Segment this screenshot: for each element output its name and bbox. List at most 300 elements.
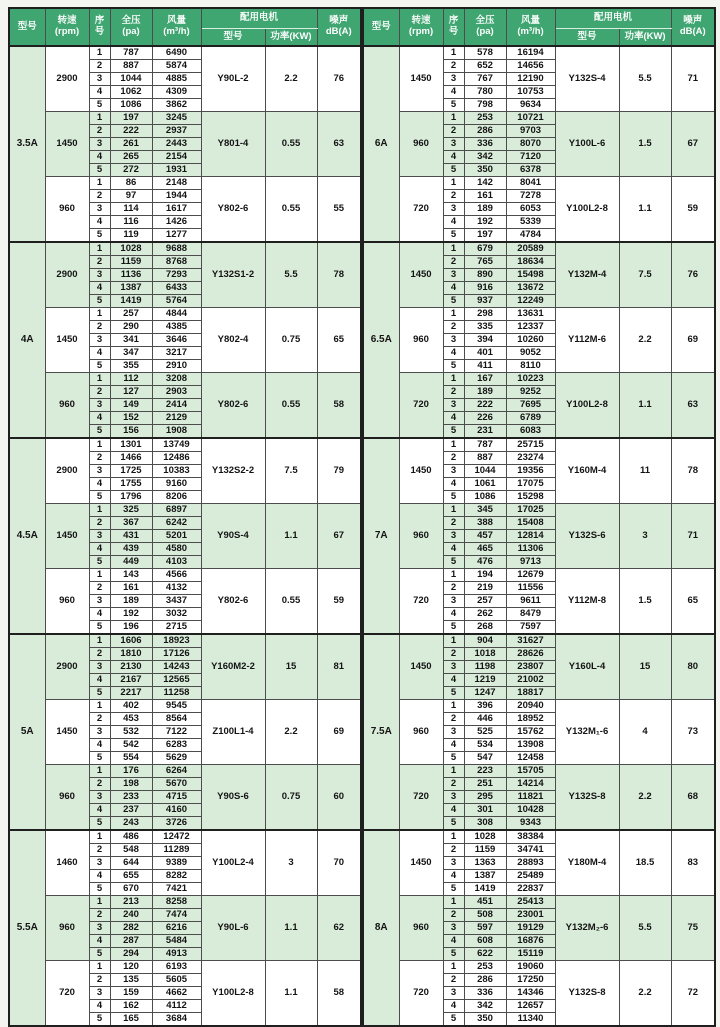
seq-cell: 1 — [89, 242, 110, 256]
table-row — [9, 896, 361, 909]
pressure-cell: 286 — [464, 125, 506, 138]
pressure-cell: 237 — [110, 804, 152, 817]
flow-cell: 28626 — [506, 648, 555, 661]
noise-cell: 65 — [317, 308, 361, 373]
seq-cell: 4 — [89, 870, 110, 883]
seq-cell: 1 — [443, 961, 464, 974]
flow-cell: 12657 — [506, 1000, 555, 1013]
motor-model-cell: Y802-6 — [201, 177, 265, 243]
col-header-flow — [152, 8, 201, 46]
flow-unit: (m³/h) — [517, 26, 544, 37]
pressure-cell: 1387 — [110, 282, 152, 295]
seq-cell: 3 — [89, 791, 110, 804]
rpm-cell: 1450 — [399, 634, 443, 700]
col-header-noise — [317, 8, 361, 46]
flow-cell: 12679 — [506, 569, 555, 582]
seq-cell: 3 — [89, 987, 110, 1000]
seq-cell: 2 — [89, 190, 110, 203]
pressure-cell: 465 — [464, 543, 506, 556]
flow-cell: 22837 — [506, 883, 555, 896]
rpm-cell: 960 — [399, 308, 443, 373]
col-header-model — [9, 8, 45, 46]
flow-cell: 6264 — [152, 765, 201, 778]
flow-cell: 9703 — [506, 125, 555, 138]
seq-cell: 5 — [89, 883, 110, 896]
table-row — [9, 569, 361, 582]
table-row — [9, 634, 361, 648]
flow-cell: 8206 — [152, 491, 201, 504]
flow-cell: 20940 — [506, 700, 555, 713]
motor-model-cell: Y160L-4 — [555, 634, 619, 700]
seq-cell: 4 — [443, 412, 464, 425]
flow-cell: 3684 — [152, 1013, 201, 1027]
noise-cell: 72 — [671, 961, 715, 1027]
flow-cell: 8282 — [152, 870, 201, 883]
seq-cell: 2 — [443, 452, 464, 465]
rpm-cell: 960 — [399, 700, 443, 765]
flow-cell: 21002 — [506, 674, 555, 687]
seq-cell: 4 — [89, 739, 110, 752]
seq-cell: 5 — [89, 99, 110, 112]
motor-power-cell: 5.5 — [619, 896, 671, 961]
flow-cell: 6193 — [152, 961, 201, 974]
motor-power-label: 功率(KW) — [624, 30, 666, 42]
flow-cell: 1277 — [152, 229, 201, 243]
flow-cell: 7278 — [506, 190, 555, 203]
pressure-cell: 86 — [110, 177, 152, 190]
pressure-cell: 439 — [110, 543, 152, 556]
pressure-unit: (pa) — [122, 26, 140, 37]
rpm-cell: 1450 — [399, 438, 443, 504]
speed-label: 转速 — [411, 15, 431, 27]
pressure-cell: 548 — [110, 844, 152, 857]
pressure-cell: 268 — [464, 621, 506, 635]
seq-cell: 1 — [443, 765, 464, 778]
flow-cell: 10383 — [152, 465, 201, 478]
seq-cell: 1 — [443, 634, 464, 648]
flow-cell: 7122 — [152, 726, 201, 739]
flow-cell: 16876 — [506, 935, 555, 948]
rpm-cell: 720 — [399, 569, 443, 635]
seq-cell: 3 — [443, 334, 464, 347]
model-cell: 5.5A — [9, 830, 45, 1026]
noise-cell: 58 — [317, 961, 361, 1027]
motor-model-label: 型号 — [577, 30, 597, 42]
pressure-cell: 644 — [110, 857, 152, 870]
noise-cell: 79 — [317, 438, 361, 504]
seq-cell: 1 — [443, 438, 464, 452]
motor-power-cell: 1.1 — [265, 961, 317, 1027]
pressure-cell: 402 — [110, 700, 152, 713]
seq-cell: 5 — [443, 229, 464, 243]
flow-cell: 4885 — [152, 73, 201, 86]
seq-cell: 3 — [89, 138, 110, 151]
pressure-cell: 127 — [110, 386, 152, 399]
flow-cell: 3032 — [152, 608, 201, 621]
flow-cell: 34741 — [506, 844, 555, 857]
seq-cell: 2 — [443, 386, 464, 399]
motor-power-cell: 2.2 — [619, 765, 671, 831]
flow-cell: 5670 — [152, 778, 201, 791]
seq-cell: 3 — [443, 73, 464, 86]
seq-cell: 4 — [443, 86, 464, 99]
flow-cell: 6216 — [152, 922, 201, 935]
table-row — [363, 308, 715, 321]
seq-cell: 1 — [89, 700, 110, 713]
seq-cell: 4 — [443, 543, 464, 556]
seq-cell: 1 — [443, 112, 464, 125]
flow-cell: 9343 — [506, 817, 555, 831]
motor-model-cell: Y132M-4 — [555, 242, 619, 308]
col-header-motor-group — [555, 8, 671, 29]
seq-cell: 5 — [89, 687, 110, 700]
flow-cell: 10428 — [506, 804, 555, 817]
pressure-cell: 367 — [110, 517, 152, 530]
pressure-cell: 192 — [110, 608, 152, 621]
seq-cell: 4 — [89, 412, 110, 425]
flow-cell: 23001 — [506, 909, 555, 922]
motor-model-cell: Y160M-4 — [555, 438, 619, 504]
flow-cell: 9713 — [506, 556, 555, 569]
rpm-cell: 960 — [45, 569, 89, 635]
flow-cell: 17075 — [506, 478, 555, 491]
pressure-cell: 446 — [464, 713, 506, 726]
flow-cell: 1908 — [152, 425, 201, 439]
motor-power-cell: 1.1 — [265, 504, 317, 569]
flow-cell: 8110 — [506, 360, 555, 373]
model-cell: 5A — [9, 634, 45, 830]
flow-cell: 11556 — [506, 582, 555, 595]
col-header-speed — [399, 8, 443, 46]
flow-cell: 9160 — [152, 478, 201, 491]
flow-cell: 4715 — [152, 791, 201, 804]
seq-cell: 5 — [89, 556, 110, 569]
col-header-seq — [89, 8, 110, 46]
rpm-cell: 1450 — [45, 112, 89, 177]
seq-cell: 1 — [443, 308, 464, 321]
model-cell: 7A — [363, 438, 399, 634]
table-row — [363, 373, 715, 386]
pressure-cell: 1796 — [110, 491, 152, 504]
pressure-cell: 261 — [110, 138, 152, 151]
motor-model-cell: Y160M2-2 — [201, 634, 265, 700]
table-row — [363, 177, 715, 190]
col-header-pressure — [110, 8, 152, 46]
table-row — [363, 242, 715, 256]
motor-power-cell: 5.5 — [619, 46, 671, 112]
pressure-cell: 887 — [110, 60, 152, 73]
flow-cell: 13908 — [506, 739, 555, 752]
flow-cell: 2148 — [152, 177, 201, 190]
pressure-cell: 453 — [110, 713, 152, 726]
pressure-cell: 780 — [464, 86, 506, 99]
rpm-cell: 2900 — [45, 242, 89, 308]
seq-cell: 4 — [89, 282, 110, 295]
motor-power-cell: 2.2 — [619, 961, 671, 1027]
seq-cell: 5 — [443, 817, 464, 831]
noise-cell: 67 — [671, 112, 715, 177]
pressure-cell: 350 — [464, 164, 506, 177]
motor-power-cell: 0.55 — [265, 569, 317, 635]
flow-cell: 18817 — [506, 687, 555, 700]
model-cell: 6A — [363, 46, 399, 242]
flow-cell: 3217 — [152, 347, 201, 360]
pressure-cell: 1466 — [110, 452, 152, 465]
pressure-cell: 887 — [464, 452, 506, 465]
speed-unit: (rpm) — [408, 26, 434, 37]
flow-cell: 13749 — [152, 438, 201, 452]
pressure-cell: 787 — [110, 46, 152, 60]
pressure-cell: 189 — [464, 386, 506, 399]
seq-cell: 1 — [89, 961, 110, 974]
flow-cell: 14656 — [506, 60, 555, 73]
table-row — [363, 569, 715, 582]
flow-cell: 12190 — [506, 73, 555, 86]
pressure-cell: 1725 — [110, 465, 152, 478]
flow-cell: 12249 — [506, 295, 555, 308]
flow-cell: 14346 — [506, 987, 555, 1000]
pressure-cell: 335 — [464, 321, 506, 334]
noise-cell: 68 — [671, 765, 715, 831]
pressure-cell: 1301 — [110, 438, 152, 452]
rpm-cell: 1450 — [399, 830, 443, 896]
seq-cell: 3 — [443, 530, 464, 543]
seq-cell: 1 — [89, 830, 110, 844]
table-row — [9, 242, 361, 256]
pressure-cell: 2167 — [110, 674, 152, 687]
noise-cell: 65 — [671, 569, 715, 635]
seq-cell: 5 — [89, 164, 110, 177]
flow-cell: 2910 — [152, 360, 201, 373]
motor-model-cell: Y132S-8 — [555, 765, 619, 831]
flow-cell: 6433 — [152, 282, 201, 295]
flow-cell: 14214 — [506, 778, 555, 791]
seq-cell: 5 — [89, 752, 110, 765]
seq-cell: 2 — [443, 190, 464, 203]
pressure-cell: 534 — [464, 739, 506, 752]
motor-model-cell: Y132M₂-6 — [555, 896, 619, 961]
col-header-speed — [45, 8, 89, 46]
pressure-cell: 547 — [464, 752, 506, 765]
seq-cell: 3 — [443, 922, 464, 935]
flow-cell: 2129 — [152, 412, 201, 425]
seq-cell: 2 — [443, 648, 464, 661]
flow-cell: 10223 — [506, 373, 555, 386]
flow-cell: 19356 — [506, 465, 555, 478]
seq-cell: 3 — [443, 726, 464, 739]
pressure-cell: 1810 — [110, 648, 152, 661]
table-row — [9, 830, 361, 844]
seq-cell: 5 — [443, 491, 464, 504]
seq-cell: 5 — [89, 425, 110, 439]
seq-cell: 4 — [443, 151, 464, 164]
pressure-cell: 1247 — [464, 687, 506, 700]
pressure-cell: 112 — [110, 373, 152, 386]
seq-cell: 2 — [89, 321, 110, 334]
rpm-cell: 1450 — [399, 242, 443, 308]
seq-cell: 3 — [89, 726, 110, 739]
seq-cell: 1 — [89, 504, 110, 517]
pressure-cell: 679 — [464, 242, 506, 256]
seq-cell: 1 — [443, 46, 464, 60]
seq-cell: 4 — [443, 674, 464, 687]
pressure-cell: 165 — [110, 1013, 152, 1027]
table-row — [9, 700, 361, 713]
pressure-cell: 652 — [464, 60, 506, 73]
seq-cell: 5 — [443, 164, 464, 177]
table-row — [363, 504, 715, 517]
seq-cell: 3 — [89, 399, 110, 412]
pressure-cell: 149 — [110, 399, 152, 412]
rpm-cell: 720 — [399, 765, 443, 831]
flow-cell: 18923 — [152, 634, 201, 648]
pressure-cell: 257 — [110, 308, 152, 321]
pressure-cell: 295 — [464, 791, 506, 804]
rpm-cell: 2900 — [45, 46, 89, 112]
noise-cell: 83 — [671, 830, 715, 896]
seq-cell: 3 — [89, 465, 110, 478]
motor-power-cell: 0.55 — [265, 177, 317, 243]
flow-cell: 12458 — [506, 752, 555, 765]
table-row — [363, 765, 715, 778]
pressure-label: 全压 — [121, 15, 141, 27]
seq-cell: 4 — [89, 804, 110, 817]
noise-cell: 63 — [671, 373, 715, 439]
flow-cell: 2414 — [152, 399, 201, 412]
seq-cell: 1 — [89, 46, 110, 60]
motor-model-cell: Y180M-4 — [555, 830, 619, 896]
seq-cell: 5 — [443, 99, 464, 112]
motor-power-cell: 7.5 — [265, 438, 317, 504]
seq-cell: 3 — [443, 791, 464, 804]
flow-cell: 4844 — [152, 308, 201, 321]
motor-model-cell: Y90L-6 — [201, 896, 265, 961]
seq-cell: 1 — [443, 373, 464, 386]
pressure-label: 全压 — [475, 15, 495, 27]
seq-cell: 4 — [89, 608, 110, 621]
flow-cell: 17126 — [152, 648, 201, 661]
pressure-cell: 1755 — [110, 478, 152, 491]
rpm-cell: 960 — [399, 112, 443, 177]
pressure-cell: 890 — [464, 269, 506, 282]
seq-cell: 1 — [89, 569, 110, 582]
noise-unit: dB(A) — [325, 26, 352, 37]
noise-cell: 59 — [317, 569, 361, 635]
pressure-cell: 1219 — [464, 674, 506, 687]
flow-cell: 15298 — [506, 491, 555, 504]
pressure-cell: 243 — [110, 817, 152, 831]
seq-cell: 1 — [443, 504, 464, 517]
pressure-cell: 325 — [110, 504, 152, 517]
fan-spec-sheet — [8, 7, 712, 1025]
pressure-cell: 457 — [464, 530, 506, 543]
motor-model-cell: Y132S-4 — [555, 46, 619, 112]
flow-cell: 2715 — [152, 621, 201, 635]
seq-cell: 5 — [89, 229, 110, 243]
seq-cell: 5 — [443, 556, 464, 569]
seq-cell: 2 — [89, 256, 110, 269]
table-row — [9, 765, 361, 778]
pressure-cell: 294 — [110, 948, 152, 961]
noise-cell: 60 — [317, 765, 361, 831]
pressure-cell: 655 — [110, 870, 152, 883]
flow-cell: 20589 — [506, 242, 555, 256]
seq-cell: 5 — [89, 295, 110, 308]
flow-cell: 4662 — [152, 987, 201, 1000]
flow-cell: 19060 — [506, 961, 555, 974]
flow-label: 风量 — [521, 15, 541, 27]
motor-model-cell: Y100L2-8 — [555, 177, 619, 243]
seq-cell: 3 — [443, 269, 464, 282]
pressure-cell: 1028 — [110, 242, 152, 256]
rpm-cell: 1450 — [399, 46, 443, 112]
seq-cell: 2 — [443, 125, 464, 138]
flow-cell: 14243 — [152, 661, 201, 674]
flow-cell: 6490 — [152, 46, 201, 60]
seq-cell: 3 — [443, 661, 464, 674]
pressure-cell: 262 — [464, 608, 506, 621]
speed-unit: (rpm) — [54, 26, 80, 37]
flow-cell: 23274 — [506, 452, 555, 465]
seq-cell: 4 — [89, 1000, 110, 1013]
seq-cell: 3 — [89, 73, 110, 86]
seq-cell: 1 — [89, 765, 110, 778]
pressure-cell: 597 — [464, 922, 506, 935]
flow-cell: 3437 — [152, 595, 201, 608]
pressure-cell: 286 — [464, 974, 506, 987]
pressure-cell: 265 — [110, 151, 152, 164]
motor-model-cell: Y802-6 — [201, 373, 265, 439]
rpm-cell: 2900 — [45, 438, 89, 504]
pressure-cell: 449 — [110, 556, 152, 569]
flow-cell: 8564 — [152, 713, 201, 726]
pressure-cell: 1028 — [464, 830, 506, 844]
pressure-cell: 355 — [110, 360, 152, 373]
pressure-cell: 532 — [110, 726, 152, 739]
pressure-cell: 287 — [110, 935, 152, 948]
flow-cell: 2443 — [152, 138, 201, 151]
seq-cell: 4 — [443, 870, 464, 883]
motor-model-cell: Z100L1-4 — [201, 700, 265, 765]
pressure-cell: 767 — [464, 73, 506, 86]
flow-cell: 7695 — [506, 399, 555, 412]
motor-model-cell: Y132S2-2 — [201, 438, 265, 504]
pressure-cell: 1086 — [110, 99, 152, 112]
seq-cell: 2 — [443, 517, 464, 530]
flow-cell: 1426 — [152, 216, 201, 229]
motor-power-cell: 1.5 — [619, 569, 671, 635]
flow-cell: 4103 — [152, 556, 201, 569]
pressure-cell: 162 — [110, 1000, 152, 1013]
pressure-cell: 197 — [110, 112, 152, 125]
flow-cell: 18952 — [506, 713, 555, 726]
flow-cell: 11258 — [152, 687, 201, 700]
seq-cell: 4 — [89, 674, 110, 687]
flow-cell: 6242 — [152, 517, 201, 530]
noise-cell: 69 — [671, 308, 715, 373]
seq-cell: 3 — [443, 465, 464, 478]
seq-cell: 2 — [89, 582, 110, 595]
motor-model-cell: Y132S1-2 — [201, 242, 265, 308]
flow-cell: 8258 — [152, 896, 201, 909]
pressure-cell: 350 — [464, 1013, 506, 1027]
pressure-cell: 476 — [464, 556, 506, 569]
flow-cell: 25489 — [506, 870, 555, 883]
motor-power-cell: 1.5 — [619, 112, 671, 177]
seq-cell: 2 — [443, 256, 464, 269]
rpm-cell: 960 — [45, 373, 89, 439]
motor-power-cell: 0.55 — [265, 373, 317, 439]
